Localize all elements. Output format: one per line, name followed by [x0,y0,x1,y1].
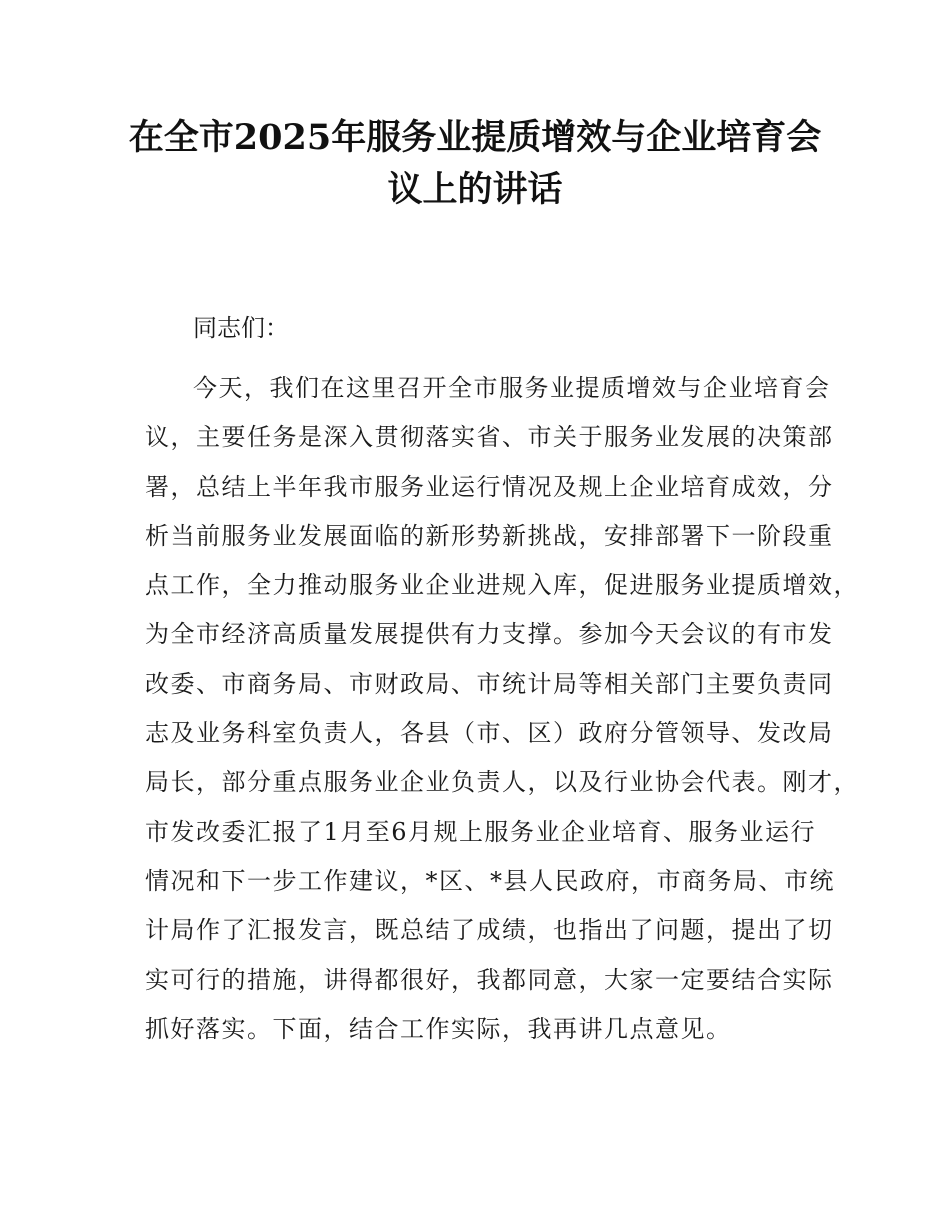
paragraph-line: 点工作，全力推动服务业企业进规入库，促进服务业提质增效， [145,571,859,600]
paragraph-line: 抓好落实。下面，结合工作实际，我再讲几点意见。 [145,1014,732,1043]
paragraph-line: 计局作了汇报发言，既总结了成绩，也指出了问题，提出了切 [145,916,834,945]
document-title [120,112,830,216]
title-line-1: 在全市2025年服务业提质增效与企业培育会 [128,117,822,158]
paragraph-line: 署，总结上半年我市服务业运行情况及规上企业培育成效，分 [145,472,834,501]
greeting: 同志们： [193,314,289,342]
paragraph-line: 今天，我们在这里召开全市服务业提质增效与企业培育会 [193,374,831,402]
paragraph-line: 志及业务科室负责人，各县（市、区）政府分管领导、发改局 [145,719,834,748]
title-line-2: 议上的讲话 [387,169,563,210]
paragraph-line: 议，主要任务是深入贯彻落实省、市关于服务业发展的决策部 [145,423,834,452]
paragraph-line: 情况和下一步工作建议，*区、*县人民政府，市商务局、市统 [145,866,835,895]
paragraph-line: 析当前服务业发展面临的新形势新挑战，安排部署下一阶段重 [145,521,834,550]
paragraph-line: 为全市经济高质量发展提供有力支撑。参加今天会议的有市发 [145,620,834,649]
paragraph-line: 改委、市商务局、市财政局、市统计局等相关部门主要负责同 [145,669,834,698]
paragraph-line: 市发改委汇报了1月至6月规上服务业企业培育、服务业运行 [145,817,817,846]
opening-paragraph [145,368,859,1058]
paragraph-line: 局长，部分重点服务业企业负责人，以及行业协会代表。刚才， [145,768,859,797]
paragraph-line: 实可行的措施，讲得都很好，我都同意，大家一定要结合实际 [145,965,834,994]
